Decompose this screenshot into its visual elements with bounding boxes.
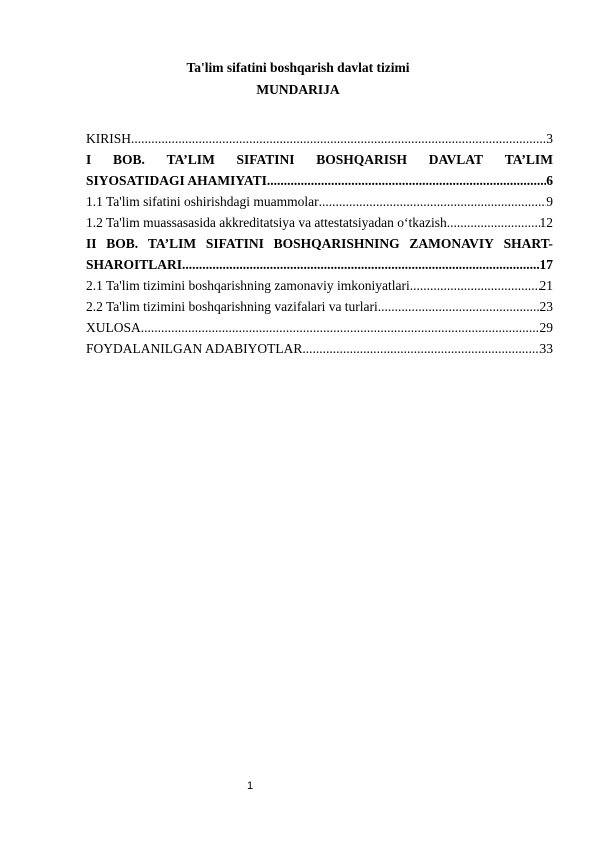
dot-leader [447, 212, 540, 233]
toc-entry-bob2-line2[interactable] [86, 254, 553, 275]
heading-word: TA’LIM [166, 152, 215, 167]
toc-entry-page: 33 [539, 341, 553, 356]
dot-leader [378, 296, 540, 317]
toc-entry-bob2-line1[interactable] [86, 233, 553, 254]
toc-entry-page: 21 [539, 278, 553, 293]
toc-heading: MUNDARIJA [256, 82, 340, 97]
dot-leader [410, 275, 540, 296]
toc-entry-bob1-line1[interactable] [86, 149, 553, 170]
toc-entry-label: 2.2 Ta'lim tizimini boshqarishning vazifalari va turlari [86, 299, 378, 314]
heading-word: TA’LIM [147, 236, 197, 251]
toc-entry-page: 6 [546, 173, 553, 188]
toc-entry-1-1[interactable] [86, 191, 553, 212]
toc-entry-2-2[interactable] [86, 296, 553, 317]
toc-entry-label: KIRISH [86, 131, 132, 146]
toc-entry-adabiyotlar[interactable] [86, 338, 553, 359]
toc-entry-label: 1.1 Ta'lim sifatini oshirishdagi muammolar [86, 194, 319, 209]
toc-entry-page: 9 [546, 194, 553, 209]
toc-entry-label: SIYOSATIDAGI AHAMIYATI [86, 173, 267, 188]
dot-leader [267, 170, 546, 191]
toc-entry-page: 3 [546, 131, 553, 146]
toc-entry-page: 12 [539, 215, 553, 230]
heading-word: BOSHQARISHNING [273, 236, 400, 251]
heading-word: SIFATINI [236, 152, 295, 167]
toc-entry-1-2[interactable] [86, 212, 553, 233]
heading-word: SHART- [503, 236, 553, 251]
toc-entry-label: FOYDALANILGAN ADABIYOTLAR [86, 341, 303, 356]
toc-entry-page: 17 [539, 257, 553, 272]
heading-word: BOB. [106, 236, 139, 251]
heading-word: BOB. [112, 152, 145, 167]
table-of-contents [86, 128, 553, 359]
toc-entry-label: 1.2 Ta'lim muassasasida akkreditatsiya va attestatsiyadan o‘tkazish [86, 215, 447, 230]
toc-entry-label: XULOSA [86, 320, 141, 335]
toc-entry-label: 2.1 Ta'lim tizimini boshqarishning zamonaviy imkoniyatlari [86, 278, 410, 293]
document-title: Ta'lim sifatini boshqarish davlat tizimi [186, 60, 410, 75]
dot-leader [319, 191, 547, 212]
toc-entry-label: SHAROITLARI [86, 257, 183, 272]
toc-entry-xulosa[interactable] [86, 317, 553, 338]
heading-word: SIFATINI [205, 236, 264, 251]
dot-leader [302, 338, 539, 359]
heading-word: ZAMONAVIY [409, 236, 494, 251]
heading-word: DAVLAT [428, 152, 483, 167]
heading-word: II [86, 236, 97, 251]
page-number: 1 [246, 780, 254, 792]
dot-leader [182, 254, 539, 275]
heading-word: I [86, 152, 92, 167]
dot-leader [131, 128, 546, 149]
toc-entry-kirish[interactable] [86, 128, 553, 149]
toc-entry-bob1-line2[interactable] [86, 170, 553, 191]
toc-entry-2-1[interactable] [86, 275, 553, 296]
heading-word: BOSHQARISH [316, 152, 408, 167]
toc-entry-page: 29 [539, 320, 553, 335]
dot-leader [141, 317, 540, 338]
toc-entry-page: 23 [539, 299, 553, 314]
heading-word: TA’LIM [504, 152, 553, 167]
